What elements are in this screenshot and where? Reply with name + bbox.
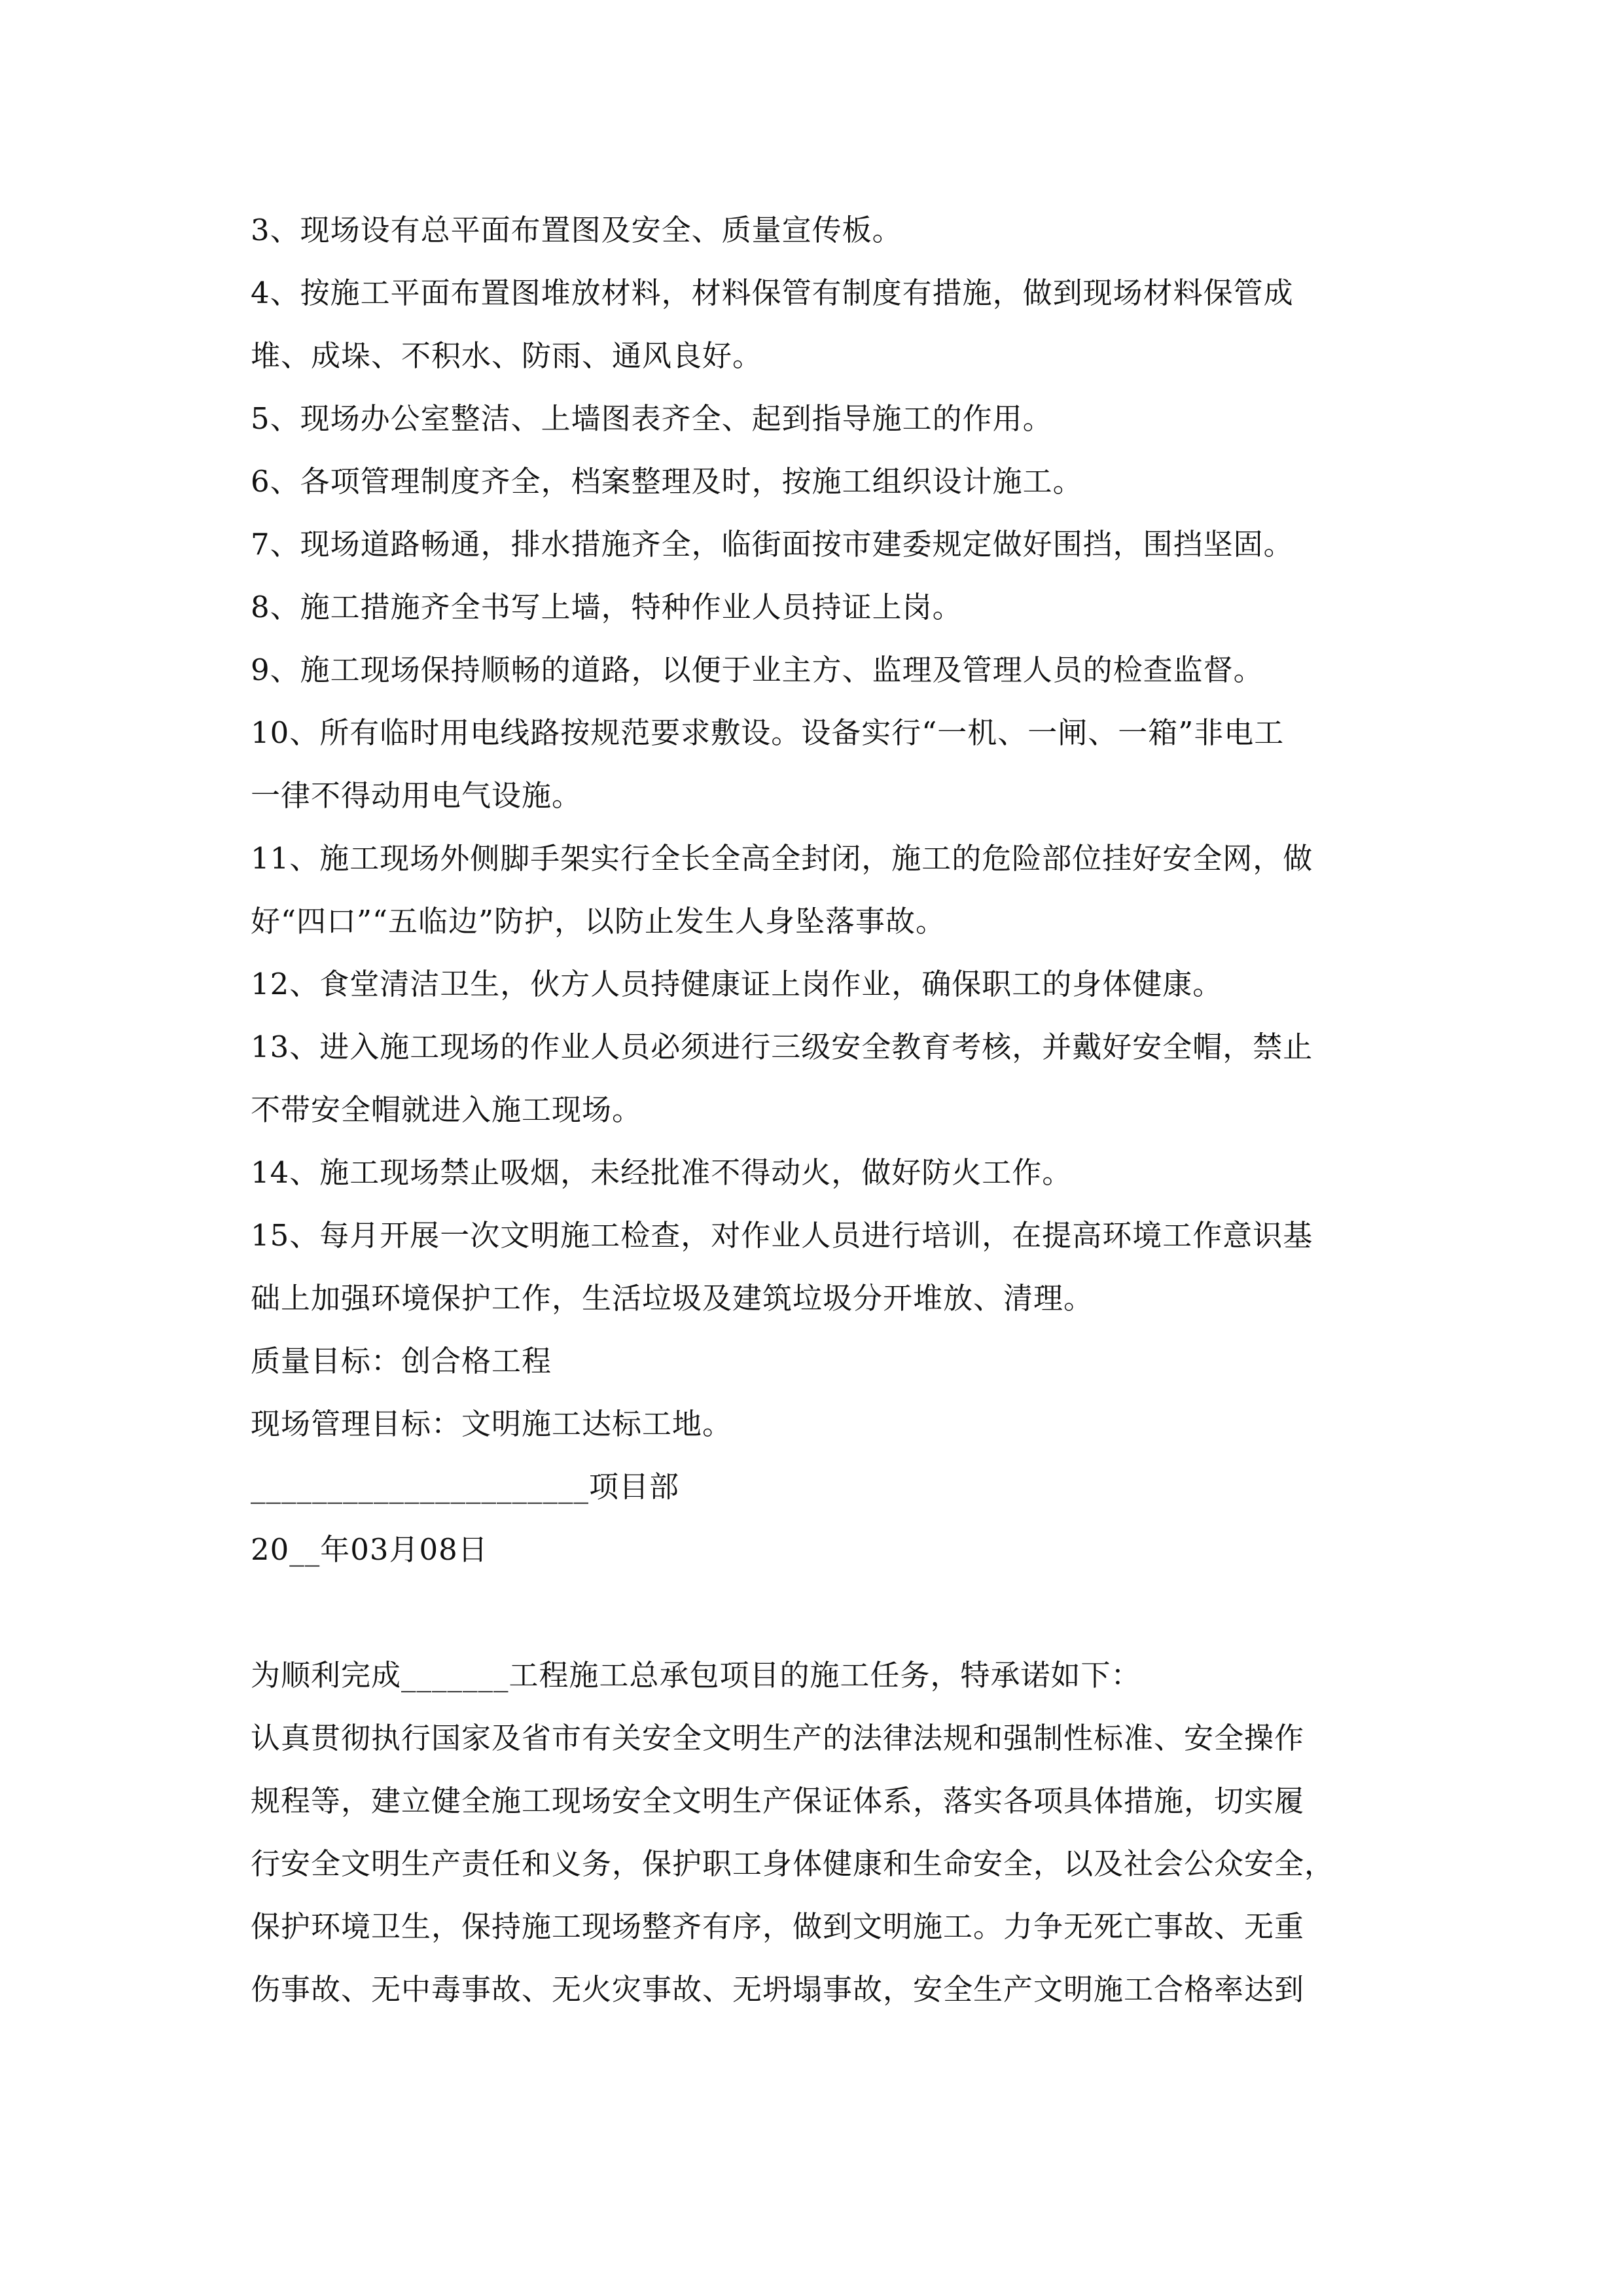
commitment-paragraph-line: 伤事故、无中毒事故、无火灾事故、无坍塌事故，安全生产文明施工合格率达到 bbox=[251, 1972, 1305, 2007]
text-line-item-13: 13、进入施工现场的作业人员必须进行三级安全教育考核，并戴好安全帽，禁止 bbox=[251, 1030, 1313, 1064]
commitment-intro: 为顺利完成_______工程施工总承包项目的施工任务，特承诺如下： bbox=[251, 1658, 1141, 1693]
commitment-paragraph-line: 行安全文明生产责任和义务，保护职工身体健康和生命安全，以及社会公众安全， bbox=[251, 1846, 1335, 1881]
project-department-signature: ______________________项目部 bbox=[251, 1469, 680, 1504]
text-line-item-13-cont: 不带安全帽就进入施工现场。 bbox=[251, 1092, 643, 1127]
text-line-item-6: 6、各项管理制度齐全，档案整理及时，按施工组织设计施工。 bbox=[251, 464, 1083, 499]
site-management-goal: 现场管理目标：文明施工达标工地。 bbox=[251, 1407, 733, 1441]
text-line-item-4-cont: 堆、成垛、不积水、防雨、通风良好。 bbox=[251, 338, 763, 373]
text-line-item-10: 10、所有临时用电线路按规范要求敷设。设备实行“一机、一闸、一箱”非电工 bbox=[251, 715, 1285, 750]
text-line-item-11-cont: 好“四口”“五临边”防护，以防止发生人身坠落事故。 bbox=[251, 904, 946, 939]
text-line-item-11: 11、施工现场外侧脚手架实行全长全高全封闭，施工的危险部位挂好安全网，做 bbox=[251, 841, 1313, 876]
commitment-paragraph-line: 规程等，建立健全施工现场安全文明生产保证体系，落实各项具体措施，切实履 bbox=[251, 1784, 1305, 1818]
text-line-item-14: 14、施工现场禁止吸烟，未经批准不得动火，做好防火工作。 bbox=[251, 1155, 1073, 1190]
quality-goal: 质量目标：创合格工程 bbox=[251, 1344, 552, 1378]
text-line-item-5: 5、现场办公室整洁、上墙图表齐全、起到指导施工的作用。 bbox=[251, 401, 1053, 436]
text-line-item-7: 7、现场道路畅通，排水措施齐全，临街面按市建委规定做好围挡，围挡坚固。 bbox=[251, 527, 1294, 562]
text-line-item-15-cont: 础上加强环境保护工作，生活垃圾及建筑垃圾分开堆放、清理。 bbox=[251, 1281, 1094, 1316]
text-line-item-8: 8、施工措施齐全书写上墙，特种作业人员持证上岗。 bbox=[251, 590, 963, 624]
text-line-item-9: 9、施工现场保持顺畅的道路，以便于业主方、监理及管理人员的检查监督。 bbox=[251, 653, 1264, 687]
text-line-item-3: 3、现场设有总平面布置图及安全、质量宣传板。 bbox=[251, 213, 902, 247]
commitment-paragraph-line: 保护环境卫生，保持施工现场整齐有序，做到文明施工。力争无死亡事故、无重 bbox=[251, 1909, 1305, 1944]
text-line-item-4: 4、按施工平面布置图堆放材料，材料保管有制度有措施，做到现场材料保管成 bbox=[251, 276, 1294, 310]
text-line-item-12: 12、食堂清洁卫生，伙方人员持健康证上岗作业，确保职工的身体健康。 bbox=[251, 967, 1223, 1001]
document-date: 20__年03月08日 bbox=[251, 1532, 488, 1567]
commitment-paragraph-line: 认真贯彻执行国家及省市有关安全文明生产的法律法规和强制性标准、安全操作 bbox=[251, 1721, 1305, 1755]
text-line-item-15: 15、每月开展一次文明施工检查，对作业人员进行培训，在提高环境工作意识基 bbox=[251, 1218, 1313, 1253]
text-line-item-10-cont: 一律不得动用电气设施。 bbox=[251, 778, 582, 813]
